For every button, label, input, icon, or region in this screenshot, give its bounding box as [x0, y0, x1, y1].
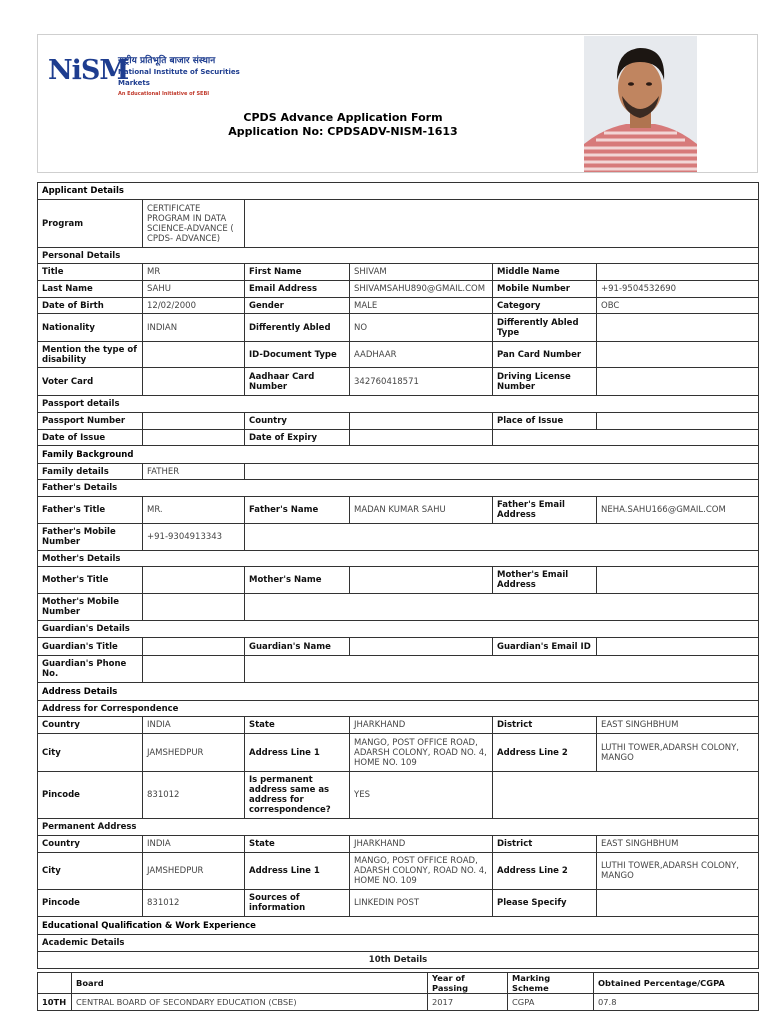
section-address-details: Address Details	[38, 683, 759, 701]
subsection-correspondence-address: Address for Correspondence	[38, 701, 759, 717]
same-address-label: Is permanent address same as address for correspondence?	[245, 772, 350, 819]
section-family-background: Family Background	[38, 446, 759, 464]
row-marking-scheme: CGPA	[508, 994, 594, 1011]
application-form-table	[37, 182, 759, 969]
category-label: Category	[493, 298, 597, 314]
mother-title-label: Mother's Title	[38, 567, 143, 594]
father-email-value: NEHA.SAHU166@GMAIL.COM	[597, 497, 759, 524]
address-line2-value: LUTHI TOWER,ADARSH COLONY, MANGO	[597, 734, 759, 772]
mother-title-value	[143, 567, 245, 594]
driving-license-value	[597, 368, 759, 396]
section-applicant-details: Applicant Details	[38, 183, 759, 200]
date-of-expiry-label: Date of Expiry	[245, 430, 350, 446]
tenth-details-heading: 10th Details	[38, 952, 759, 969]
subsection-academic-details: Academic Details	[38, 935, 759, 952]
voter-card-label: Voter Card	[38, 368, 143, 396]
passport-number-label: Passport Number	[38, 413, 143, 430]
table-row	[38, 994, 759, 1011]
country-label: Country	[38, 717, 143, 734]
father-name-label: Father's Name	[245, 497, 350, 524]
last-name-label: Last Name	[38, 281, 143, 298]
form-title-block	[188, 111, 498, 139]
district-value: EAST SINGHBHUM	[597, 717, 759, 734]
state-label: State	[245, 717, 350, 734]
header-year: Year of Passing	[428, 973, 508, 994]
program-label: Program	[38, 200, 143, 248]
father-email-label: Father's Email Address	[493, 497, 597, 524]
applicant-photo	[584, 36, 697, 172]
father-title-value: MR.	[143, 497, 245, 524]
subsection-guardians-details: Guardian's Details	[38, 621, 759, 638]
permanent-line2-value: LUTHI TOWER,ADARSH COLONY, MANGO	[597, 853, 759, 890]
city-label: City	[38, 734, 143, 772]
subsection-permanent-address: Permanent Address	[38, 819, 759, 836]
differently-abled-type-value	[597, 314, 759, 342]
gender-value: MALE	[350, 298, 493, 314]
header-cell	[38, 973, 72, 994]
passport-country-label: Country	[245, 413, 350, 430]
subsection-fathers-details: Father's Details	[38, 480, 759, 497]
family-details-value: FATHER	[143, 464, 245, 480]
gender-label: Gender	[245, 298, 350, 314]
aadhaar-value: 342760418571	[350, 368, 493, 396]
mobile-value: +91-9504532690	[597, 281, 759, 298]
permanent-pincode-label: Pincode	[38, 890, 143, 917]
title-label: Title	[38, 264, 143, 281]
nism-logo	[48, 55, 248, 95]
mother-email-label: Mother's Email Address	[493, 567, 597, 594]
permanent-district-value: EAST SINGHBHUM	[597, 836, 759, 853]
title-value: MR	[143, 264, 245, 281]
tenth-header-row	[38, 973, 759, 994]
row-percentage: 07.8	[594, 994, 759, 1011]
guardian-name-value	[350, 638, 493, 656]
date-of-issue-label: Date of Issue	[38, 430, 143, 446]
subsection-passport-details: Passport details	[38, 396, 759, 413]
guardian-title-label: Guardian's Title	[38, 638, 143, 656]
dob-value: 12/02/2000	[143, 298, 245, 314]
permanent-pincode-value: 831012	[143, 890, 245, 917]
mother-name-value	[350, 567, 493, 594]
country-value: INDIA	[143, 717, 245, 734]
first-name-value: SHIVAM	[350, 264, 493, 281]
id-document-type-label: ID-Document Type	[245, 342, 350, 368]
dob-label: Date of Birth	[38, 298, 143, 314]
address-line1-label: Address Line 1	[245, 734, 350, 772]
id-document-type-value: AADHAAR	[350, 342, 493, 368]
form-title: CPDS Advance Application Form	[243, 111, 443, 124]
guardian-title-value	[143, 638, 245, 656]
differently-abled-type-label: Differently Abled Type	[493, 314, 597, 342]
address-line2-label: Address Line 2	[493, 734, 597, 772]
date-of-issue-value	[143, 430, 245, 446]
program-value: CERTIFICATE PROGRAM IN DATA SCIENCE-ADVANCE ( CPDS- ADVANCE)	[143, 200, 245, 248]
guardian-email-label: Guardian's Email ID	[493, 638, 597, 656]
district-label: District	[493, 717, 597, 734]
logo-hindi-text: राष्ट्रीय प्रतिभूति बाजार संस्थान	[118, 56, 216, 66]
city-value: JAMSHEDPUR	[143, 734, 245, 772]
permanent-district-label: District	[493, 836, 597, 853]
permanent-city-value: JAMSHEDPUR	[143, 853, 245, 890]
header-percentage: Obtained Percentage/CGPA	[594, 973, 759, 994]
address-line1-value: MANGO, POST OFFICE ROAD, ADARSH COLONY, ROAD NO. 4, HOME NO. 109	[350, 734, 493, 772]
mother-mobile-value	[143, 594, 245, 621]
please-specify-value	[597, 890, 759, 917]
sources-value: LINKEDIN POST	[350, 890, 493, 917]
logo-wordmark: NiSM	[48, 55, 129, 86]
first-name-label: First Name	[245, 264, 350, 281]
father-name-value: MADAN KUMAR SAHU	[350, 497, 493, 524]
differently-abled-value: NO	[350, 314, 493, 342]
permanent-city-label: City	[38, 853, 143, 890]
disability-type-value	[143, 342, 245, 368]
pincode-label: Pincode	[38, 772, 143, 819]
pincode-value: 831012	[143, 772, 245, 819]
header-board: Board	[72, 973, 428, 994]
permanent-line1-value: MANGO, POST OFFICE ROAD, ADARSH COLONY, ROAD NO. 4, HOME NO. 109	[350, 853, 493, 890]
sources-label: Sources of information	[245, 890, 350, 917]
passport-country-value	[350, 413, 493, 430]
mother-name-label: Mother's Name	[245, 567, 350, 594]
last-name-value: SAHU	[143, 281, 245, 298]
email-value: SHIVAMSAHU890@GMAIL.COM	[350, 281, 493, 298]
middle-name-value	[597, 264, 759, 281]
date-of-expiry-value	[350, 430, 493, 446]
mobile-label: Mobile Number	[493, 281, 597, 298]
family-details-label: Family details	[38, 464, 143, 480]
row-year: 2017	[428, 994, 508, 1011]
logo-tagline: An Educational Initiative of SEBI	[118, 91, 210, 97]
permanent-state-value: JHARKHAND	[350, 836, 493, 853]
mother-mobile-label: Mother's Mobile Number	[38, 594, 143, 621]
subsection-personal-details: Personal Details	[38, 248, 759, 264]
driving-license-label: Driving License Number	[493, 368, 597, 396]
permanent-state-label: State	[245, 836, 350, 853]
aadhaar-label: Aadhaar Card Number	[245, 368, 350, 396]
permanent-line2-label: Address Line 2	[493, 853, 597, 890]
father-mobile-value: +91-9304913343	[143, 524, 245, 551]
tenth-details-table	[37, 972, 759, 1011]
permanent-country-label: Country	[38, 836, 143, 853]
application-number: Application No: CPDSADV-NISM-1613	[228, 125, 458, 138]
voter-card-value	[143, 368, 245, 396]
subsection-mothers-details: Mother's Details	[38, 551, 759, 567]
middle-name-label: Middle Name	[493, 264, 597, 281]
header-marking-scheme: Marking Scheme	[508, 973, 594, 994]
guardian-email-value	[597, 638, 759, 656]
pan-card-value	[597, 342, 759, 368]
father-title-label: Father's Title	[38, 497, 143, 524]
place-of-issue-label: Place of Issue	[493, 413, 597, 430]
passport-number-value	[143, 413, 245, 430]
same-address-value: YES	[350, 772, 493, 819]
father-mobile-label: Father's Mobile Number	[38, 524, 143, 551]
place-of-issue-value	[597, 413, 759, 430]
section-education: Educational Qualification & Work Experience	[38, 917, 759, 935]
mother-email-value	[597, 567, 759, 594]
nationality-value: INDIAN	[143, 314, 245, 342]
permanent-country-value: INDIA	[143, 836, 245, 853]
state-value: JHARKHAND	[350, 717, 493, 734]
pan-card-label: Pan Card Number	[493, 342, 597, 368]
differently-abled-label: Differently Abled	[245, 314, 350, 342]
disability-type-label: Mention the type of disability	[38, 342, 143, 368]
nationality-label: Nationality	[38, 314, 143, 342]
row-level: 10TH	[38, 994, 72, 1011]
guardian-phone-label: Guardian's Phone No.	[38, 656, 143, 683]
permanent-line1-label: Address Line 1	[245, 853, 350, 890]
please-specify-label: Please Specify	[493, 890, 597, 917]
logo-english-text: National Institute of Securities Markets	[118, 68, 240, 87]
guardian-phone-value	[143, 656, 245, 683]
category-value: OBC	[597, 298, 759, 314]
email-label: Email Address	[245, 281, 350, 298]
row-board: CENTRAL BOARD OF SECONDARY EDUCATION (CBSE)	[72, 994, 428, 1011]
guardian-name-label: Guardian's Name	[245, 638, 350, 656]
